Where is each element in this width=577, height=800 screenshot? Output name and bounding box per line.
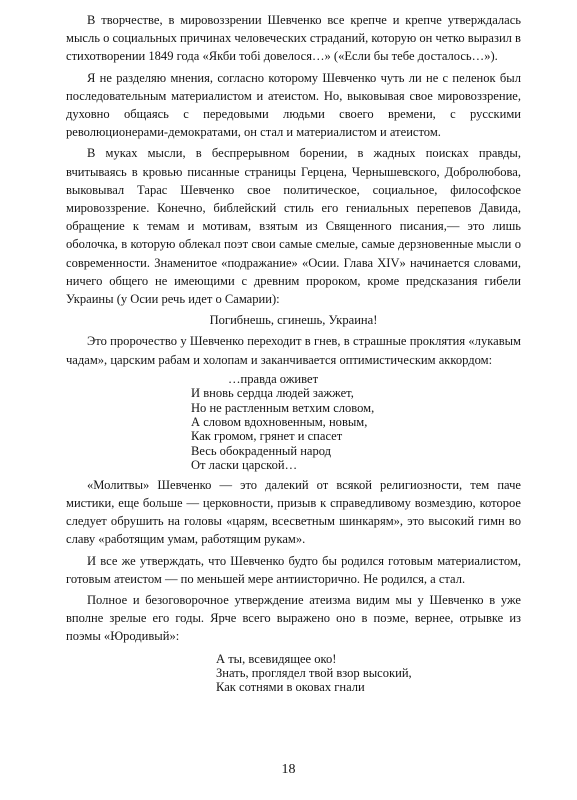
verse-block-2	[66, 652, 521, 695]
verse-line: А ты, всевидящее око!	[216, 651, 337, 666]
paragraph-1: В творчестве, в мировоззрении Шевченко все крепче и крепче утверждалась мысль о социальных причинах человеческих страданий, которую он четко выразил в стихотворении 1849 года «Якби тобі довелося…» («Если бы тебе досталось…»).	[66, 13, 521, 64]
verse-block-1	[66, 372, 521, 473]
paragraph-7: Полное и безоговорочное утверждение атеизма видим мы у Шевченко в уже вполне зрелые его годы. Ярче всего выражено оно в поэме, вернее, отрывке из поэмы «Юродивый»:	[66, 592, 521, 644]
verse-line: Как громом, грянет и спасет	[191, 429, 343, 444]
quoted-line: Погибнешь, сгинешь, Украина!	[209, 313, 378, 328]
verse-line: …правда оживет	[228, 371, 319, 386]
verse-line: А словом вдохновенным, новым,	[191, 415, 368, 430]
paragraph-4: Это пророчество у Шевченко переходит в гнев, в страшные проклятия «лукавым чадам», царским рабам и холопам и заканчивается оптимистическим аккордом:	[66, 334, 521, 367]
page-number: 18	[281, 762, 296, 777]
paragraph-6: И все же утверждать, что Шевченко будто бы родился готовым материалистом, готовым атеистом — по меньшей мере антиисторично. Не родился, а стал.	[66, 553, 521, 586]
verse-line: И вновь сердца людей зажжет,	[191, 386, 354, 401]
verse-line: Знать, проглядел твой взор высокий,	[216, 665, 412, 680]
paragraph-5: «Молитвы» Шевченко — это далекий от всякой религиозности, тем паче мистики, еще больше — церковности, призыв к справедливому возмездию, которое следует обрушить на головы «царям, всесветным шинкарям», это высокий гимн во славу «работящим умам, работящим рукам».	[66, 477, 521, 547]
verse-line: Но не растленным ветхим словом,	[191, 400, 375, 415]
verse-line: От ласки царской…	[191, 458, 298, 473]
paragraph-3: В муках мысли, в беспрерывном борении, в жадных поисках правды, вчитываясь в кровью писанные страницы Герцена, Чернышевского, Добролюбова, выковывал Тарас Шевченко свое политическое, социальное, философское мировоззрение. Конечно, библейский стиль его гениальных перепевов Давида, обращение к темам и мотивам, взятым из Священного писания,— это лишь оболочка, в которую облекал поэт свои самые смелые, самые дерзновенные мысли о современности. Знаменитое «подражание» «Осии. Глава XIV» начинается словами, ничего общего не имеющими с древним пророком, кроме предсказания гибели Украины (у Осии речь идет о Самарии):	[66, 146, 521, 307]
verse-line: Весь обокраденный народ	[191, 443, 332, 458]
verse-line: Как сотнями в оковах гнали	[216, 680, 365, 695]
paragraph-2: Я не разделяю мнения, согласно которому Шевченко чуть ли не с пеленок был последовательным материалистом и атеистом. Но, выковывая свое мировоззрение, духовно общаясь с передовыми людьми своего времени, с русскими революционерами-демократами, он стал и материалистом и атеистом.	[66, 70, 521, 140]
